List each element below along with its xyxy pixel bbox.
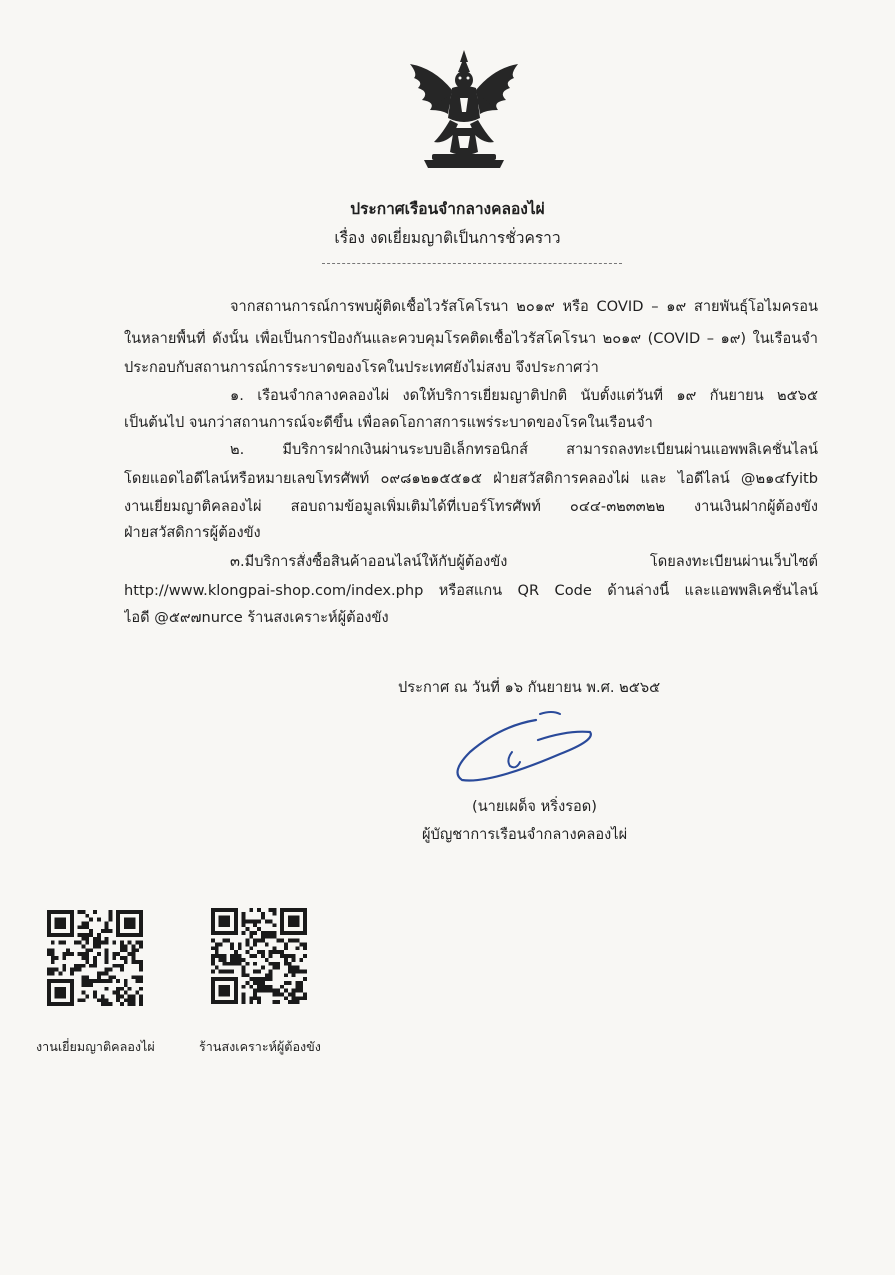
body-line-8: งานเยี่ยมญาติคลองไผ่ สอบถามข้อมูลเพิ่มเติมได้ที่เบอร์โทรศัพท์ ๐๔๔-๓๒๓๓๒๒ งานเงินฝากผู้ต้องขัง [124,498,818,515]
signer-name: (นายเผด็จ หริ่งรอด) [472,798,597,815]
body-line-7: โดยแอดไอดีไลน์หรือหมายเลขโทรศัพท์ ๐๙๘๑๒๑๕๕๑๕ ฝ่ายสวัสดิการคลองไผ่ และ ไอดีไลน์ @๒๑๔fyitb [124,470,818,487]
body-line-6: ๒. มีบริการฝากเงินผ่านระบบอิเล็กทรอนิกส์ สามารถลงทะเบียนผ่านแอพพลิเคชั่นไลน์ [230,441,818,458]
body-line-3: ประกอบกับสถานการณ์การระบาดของโรคในประเทศยังไม่สงบ จึงประกาศว่า [124,359,599,376]
document-subject: เรื่อง งดเยี่ยมญาติเป็นการชั่วคราว [334,229,561,247]
body-line-2: ในหลายพื้นที่ ดังนั้น เพื่อเป็นการป้องกันและควบคุมโรคติดเชื้อไวรัสโคโรนา ๒๐๑๙ (COVID – ๑๙) ในเรือนจำ [124,330,818,347]
qr-code-shop [211,908,307,1004]
qr-code-visit [47,910,143,1006]
body-line-12: ไอดี @๕๙๗nurce ร้านสงเคราะห์ผู้ต้องขัง [124,609,389,626]
body-line-4: ๑. เรือนจำกลางคลองไผ่ งดให้บริการเยี่ยมญาติปกติ นับตั้งแต่วันที่ ๑๙ กันยายน ๒๕๖๕ [230,387,818,404]
signature-mark [440,700,610,800]
qr-caption-shop: ร้านสงเคราะห์ผู้ต้องขัง [199,1039,321,1054]
signer-position: ผู้บัญชาการเรือนจำกลางคลองไผ่ [422,826,628,843]
document-title: ประกาศเรือนจำกลางคลองไผ่ [350,200,545,218]
garuda-emblem [404,48,524,172]
body-line-1: จากสถานการณ์การพบผู้ติดเชื้อไวรัสโคโรนา ๒๐๑๙ หรือ COVID – ๑๙ สายพันธุ์โอไมครอน [230,298,818,315]
announcement-date: ประกาศ ณ วันที่ ๑๖ กันยายน พ.ศ. ๒๕๖๕ [398,679,661,696]
body-line-5: เป็นต้นไป จนกว่าสถานการณ์จะดีขึ้น เพื่อลดโอกาสการแพร่ระบาดของโรคในเรือนจำ [124,414,653,431]
body-line-10: ๓.มีบริการสั่งซื้อสินค้าออนไลน์ให้กับผู้ต้องขัง โดยลงทะเบียนผ่านเว็บไซต์ [230,553,818,570]
body-line-11: http://www.klongpai-shop.com/index.php หรือสแกน QR Code ด้านล่างนี้ และแอพพลิเคชั่นไลน์ [124,582,818,599]
qr-caption-visit: งานเยี่ยมญาติคลองไผ่ [36,1039,155,1054]
body-line-9: ฝ่ายสวัสดิการผู้ต้องขัง [124,524,261,541]
title-separator [322,263,622,264]
